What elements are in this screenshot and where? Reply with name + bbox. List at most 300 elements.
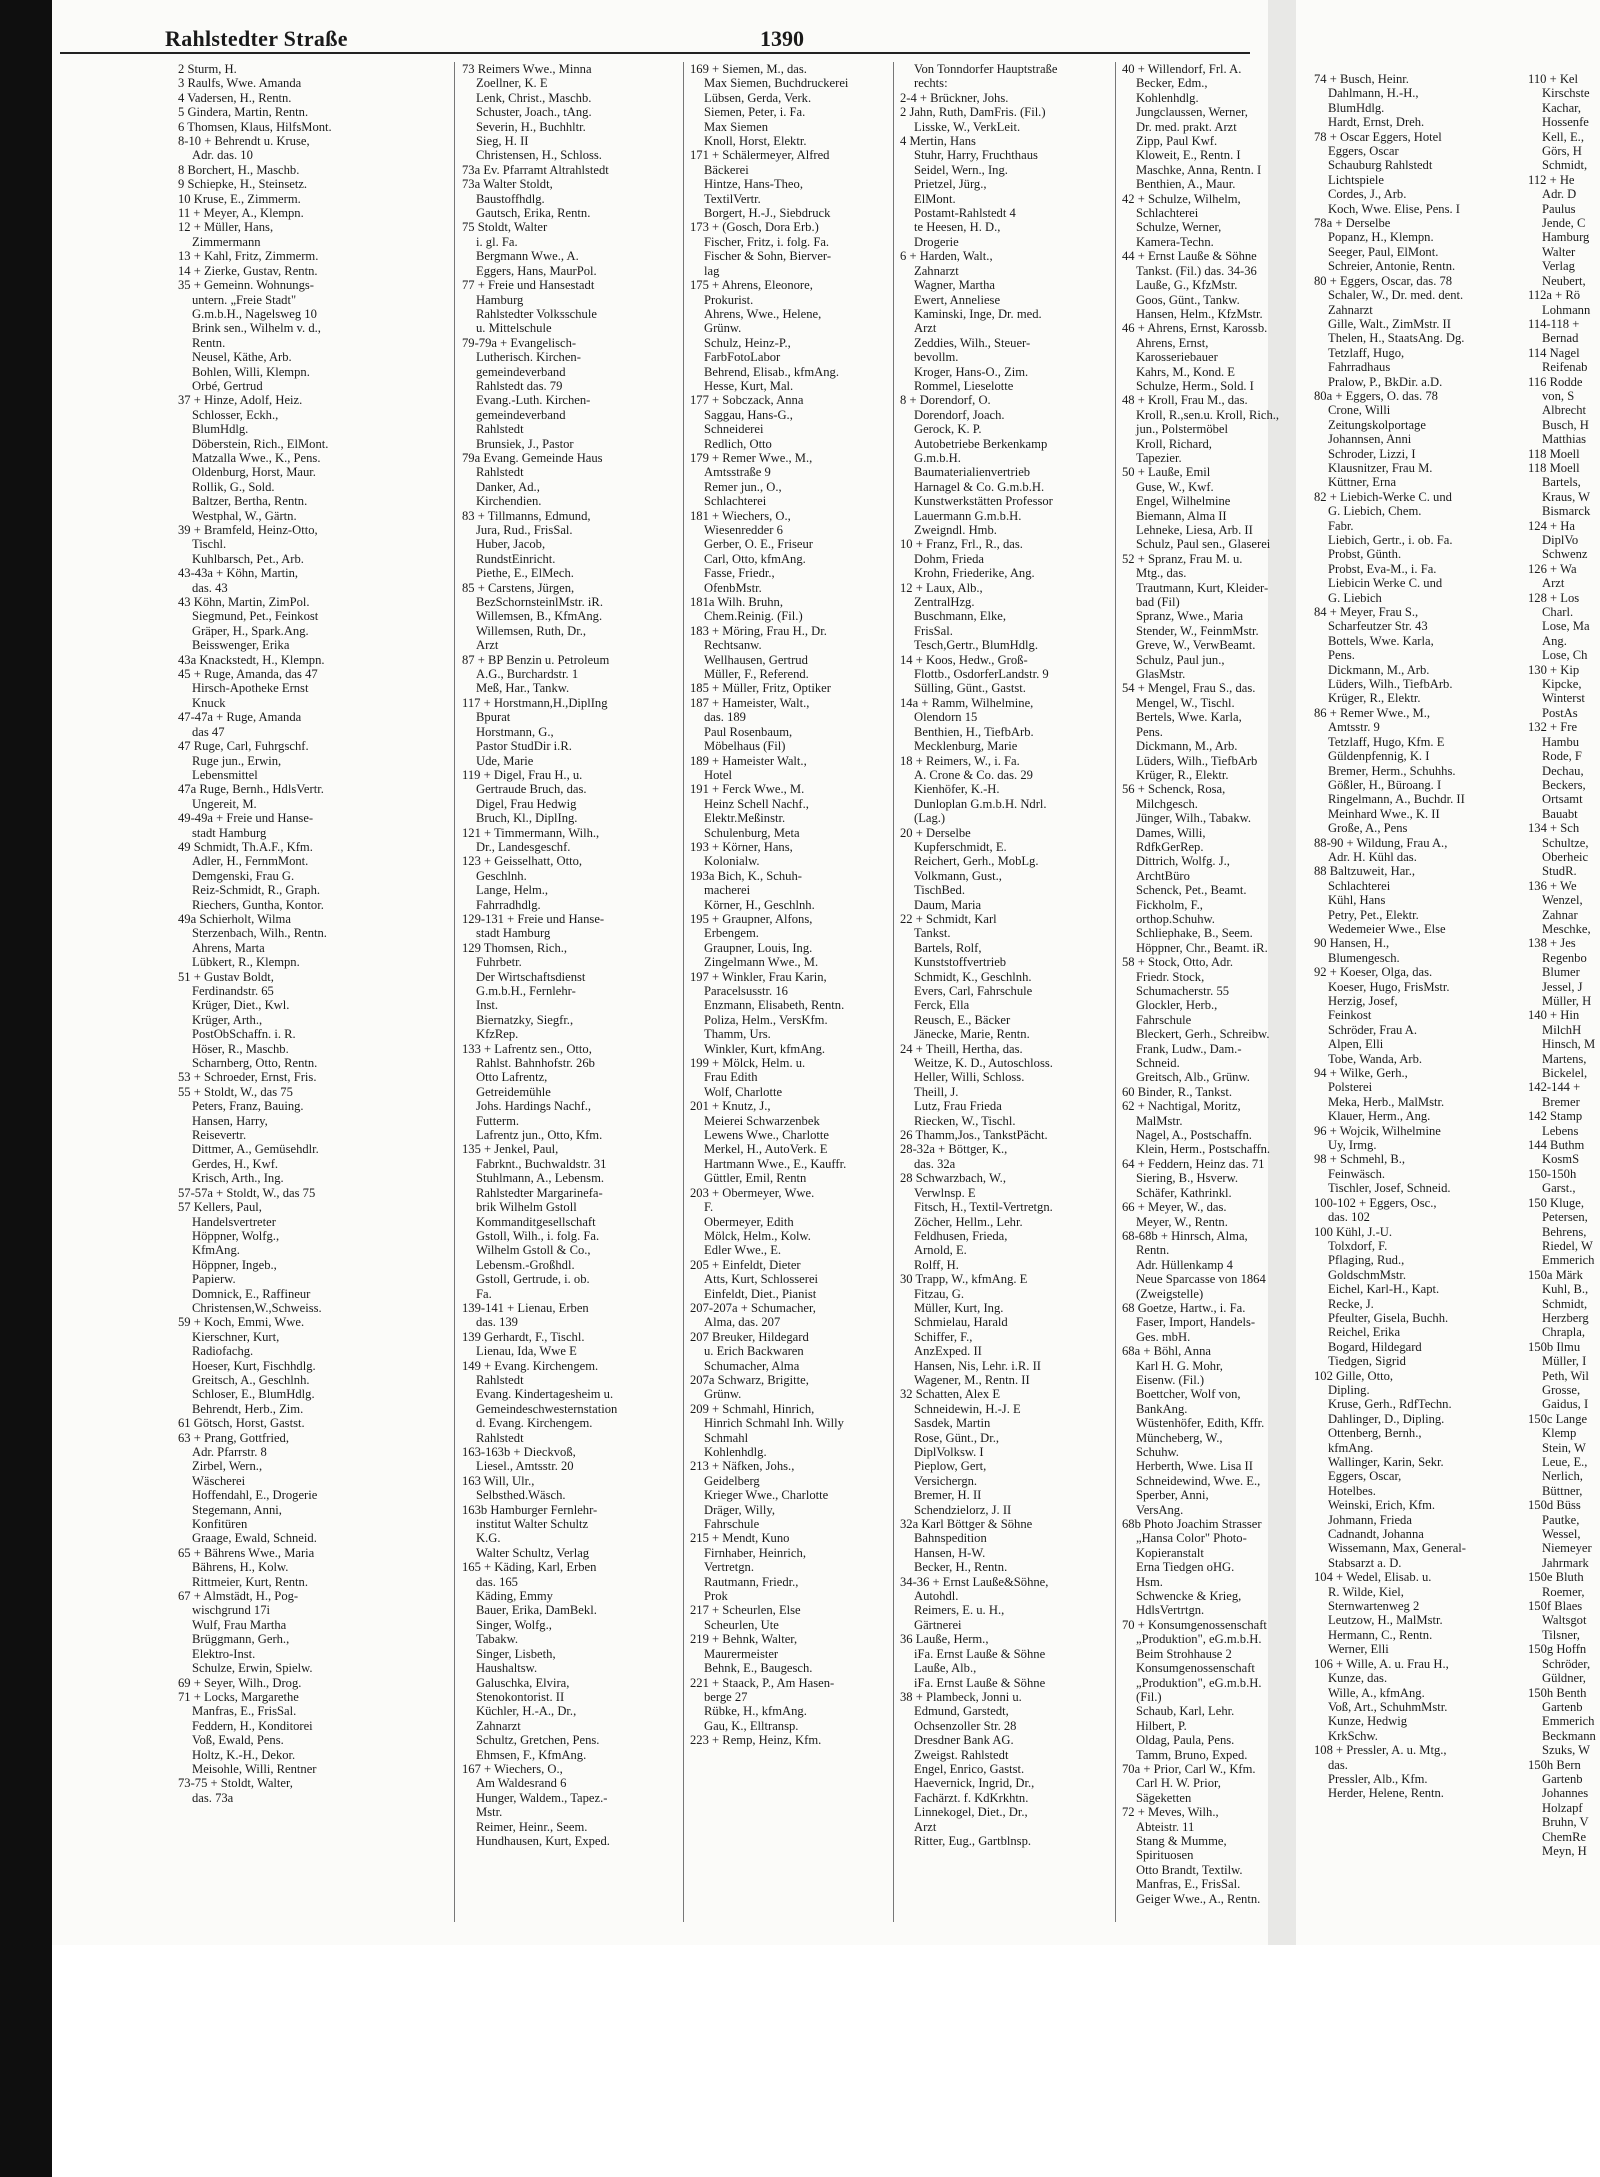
directory-entry: Stuhr, Harry, Fruchthaus [914,148,1038,163]
directory-entry: Pens. [1136,724,1163,739]
directory-entry: Rahlstedt [476,1372,524,1387]
directory-entry: Reusch, E., Bäcker [914,1012,1011,1027]
directory-entry: 11 + Meyer, A., Klempn. [178,206,304,221]
directory-entry: Prietzel, Jürg., [914,177,987,192]
directory-entry: iFa. Ernst Lauße & Söhne [914,1646,1046,1661]
facing-page-entry: Pfeulter, Gisela, Buchh. [1328,1310,1449,1325]
directory-entry: 70 + Konsumgenossenschaft [1122,1617,1267,1632]
directory-entry: 117 + Horstmann,H.,DiplIng [462,695,608,710]
facing-page-entry: von, S [1542,388,1575,403]
facing-page-entry: Schröder, Frau A. [1328,1022,1418,1037]
directory-entry: Zahnarzt [914,263,959,278]
directory-entry: Beim Strohhause 2 [1136,1646,1232,1661]
directory-entry: Carl H. W. Prior, [1136,1776,1221,1791]
facing-page-entry: 150g Hoffn [1528,1642,1587,1657]
directory-entry: Kroll, Richard, [1136,436,1212,451]
directory-entry: Seidel, Wern., Ing. [914,162,1008,177]
facing-page-entry: Wallinger, Karin, Sekr. [1328,1455,1444,1469]
directory-entry: Rahlstedter Volksschule [476,306,597,321]
directory-entry: Schmielau, Harald [914,1315,1008,1330]
directory-entry: 48 + Kroll, Frau M., das. [1122,393,1248,408]
directory-entry: 42 + Schulze, Wilhelm, [1122,191,1241,206]
facing-page-entry: Beckers, [1542,777,1586,792]
facing-page-entry: Hinsch, M [1542,1037,1596,1052]
directory-entry: Zeddies, Wilh., Steuer- [914,335,1031,350]
directory-entry: Geschlnh. [476,868,527,883]
directory-entry: Schulze, Erwin, Spielw. [192,1661,313,1676]
facing-page-entry: 112a + Rö [1528,288,1581,303]
directory-entry: macherei [704,883,751,898]
directory-entry: Zipp, Paul Kwf. [1136,134,1218,149]
directory-entry: Alma, das. 207 [704,1315,781,1330]
facing-page-entry: Rode, F [1542,749,1582,764]
directory-entry: Adr. das. 10 [192,148,253,163]
directory-entry: Bohlen, Willi, Klempn. [192,364,310,379]
facing-page-entry: Stabsarzt a. D. [1328,1555,1402,1570]
directory-entry: Feddern, H., Konditorei [192,1718,313,1733]
directory-entry: 165 + Käding, Karl, Erben [462,1560,597,1575]
directory-entry: 189 + Hameister Walt., [690,753,807,768]
directory-entry: Schuhw. [1136,1445,1179,1459]
directory-entry: Graage, Ewald, Schneid. [192,1531,317,1546]
scan-bottom-margin [52,1945,1600,2177]
directory-entry: Handelsvertreter [192,1214,276,1229]
directory-entry: Abteistr. 11 [1136,1819,1195,1834]
directory-entry: Versichergn. [914,1473,978,1488]
facing-page-entry: Eggers, Oscar, [1328,1469,1402,1484]
facing-page-entry: Klauer, Herm., Ang. [1328,1109,1431,1124]
directory-entry: 46 + Ahrens, Ernst, Karossb. [1122,321,1268,336]
directory-entry: Peters, Franz, Bauing. [192,1099,304,1114]
facing-page-entry: Tolxdorf, F. [1328,1238,1388,1253]
directory-entry: 6 Thomsen, Klaus, HilfsMont. [178,119,332,134]
directory-entry: 3 Raulfs, Wwe. Amanda [178,76,302,91]
directory-entry: Remer jun., O., [704,479,782,494]
directory-entry: Schmahl [704,1430,749,1445]
facing-page-entry: Eggers, Oscar [1328,144,1399,159]
directory-entry: Scheurlen, Ute [704,1617,779,1632]
directory-entry: Liesel., Amtsstr. 20 [476,1459,574,1474]
directory-entry: rechts: [914,76,948,91]
facing-page-entry: Herzig, Josef, [1328,994,1398,1008]
directory-entry: Evang.-Luth. Kirchen- [476,393,591,408]
facing-page-entry: Crone, Willi [1328,403,1391,418]
page-number: 1390 [760,26,804,51]
directory-entry: Einfeldt, Diet., Pianist [704,1286,817,1301]
directory-entry: Lafrentz jun., Otto, Kfm. [476,1128,603,1143]
directory-entry: Atts, Kurt, Schlosserei [704,1272,819,1287]
facing-page-entry: 142-144 + [1528,1080,1581,1095]
directory-entry: 197 + Winkler, Frau Karin, [690,969,827,984]
directory-entry: Pieplow, Gert, [914,1459,987,1474]
directory-entry: Wolf, Charlotte [704,1084,783,1099]
directory-column-4 [900,62,1106,1922]
facing-page-entry: Eichel, Karl-H., Kapt. [1328,1282,1440,1297]
directory-entry: Grünw. [704,1387,742,1402]
directory-entry: Biemann, Alma II [1136,508,1227,523]
directory-entry: 8 + Dorendorf, O. [900,393,991,408]
directory-entry: Kierschner, Kurt, [192,1329,280,1344]
directory-entry: Guse, W., Kwf. [1136,479,1214,494]
directory-entry: das. 32a [914,1156,956,1171]
facing-page-entry: Müller, H [1542,994,1592,1008]
facing-page-entry: 80a + Eggers, O. das. 78 [1314,388,1438,403]
directory-entry: Ahrens, Marta [192,940,265,955]
directory-entry: 191 + Ferck Wwe., M. [690,782,805,797]
directory-entry: 61 Götsch, Horst, Gastst. [178,1416,305,1431]
directory-entry: Gautsch, Erika, Rentn. [476,206,591,221]
directory-entry: „Produktion", eG.m.b.H. [1136,1675,1262,1690]
facing-page-entry: KrkSchw. [1328,1728,1378,1743]
directory-entry: Schulze, Herm., Sold. I [1136,378,1254,393]
directory-entry: Reisevertr. [192,1128,247,1143]
directory-entry: Friedr. Stock, [1136,969,1205,984]
directory-entry: Konfitüren [192,1517,248,1532]
facing-page-entry: Zahnar [1542,907,1578,922]
facing-page-entry: 100-102 + Eggers, Osc., [1314,1195,1437,1210]
directory-entry: Güttler, Emil, Rentn [704,1171,807,1186]
directory-entry: TischBed. [914,883,965,898]
directory-entry: 20 + Derselbe [900,825,971,840]
facing-page-entry: Bremer, Herm., Schuhhs. [1328,763,1456,778]
directory-entry: 43a Knackstedt, H., Klempn. [178,652,325,667]
directory-entry: Fasse, Friedr., [704,566,775,581]
scan-left-edge [0,0,52,2177]
directory-entry: iFa. Ernst Lauße & Söhne [914,1675,1046,1690]
directory-entry: Carl, Otto, kfmAng. [704,551,806,566]
directory-entry: Rechtsanw. [704,638,762,653]
directory-entry: Kloweit, E., Rentn. I [1136,148,1241,163]
directory-entry: Ewert, Anneliese [914,292,1001,307]
directory-entry: Schultz, Gretchen, Pens. [476,1733,600,1748]
directory-entry: 8-10 + Behrendt u. Kruse, [178,134,310,149]
facing-page-entry: das. [1328,1757,1348,1772]
directory-entry: 45 + Ruge, Amanda, das 47 [178,667,318,682]
directory-entry: Milchgesch. [1136,796,1198,811]
directory-entry: Jänecke, Marie, Rentn. [914,1027,1030,1042]
directory-entry: Hinrich Schmahl Inh. Willy [704,1416,844,1431]
directory-entry: i. gl. Fa. [476,234,518,249]
directory-entry: Evers, Carl, Fahrschule [914,984,1033,998]
directory-entry: Müncheberg, W., [1136,1430,1223,1445]
directory-entry: Danker, Ad., [476,479,540,494]
directory-entry: Greitsch, Alb., Grünw. [1136,1070,1250,1085]
directory-entry: Mengel, W., Tischl. [1136,695,1235,710]
directory-entry: 43 Köhn, Martin, ZimPol. [178,595,310,610]
directory-entry: Schumacherstr. 55 [1136,984,1230,998]
directory-entry: 26 Thamm,Jos., TankstPächt. [900,1128,1048,1143]
directory-entry: Singer, Lisbeth, [476,1646,556,1661]
directory-entry: Mecklenburg, Marie [914,739,1018,754]
directory-entry: Gstoll, Wilh., i. folg. Fa. [476,1228,600,1243]
directory-entry: das. 165 [476,1574,518,1589]
facing-page-entry: Bickelel, [1542,1066,1588,1081]
facing-page-entry: Wissemann, Max, General- [1328,1541,1466,1556]
directory-entry: Kopieranstalt [1136,1545,1204,1560]
directory-entry: Becker, H., Rentn. [914,1560,1008,1575]
facing-page-entry: Büttner, [1542,1483,1583,1498]
directory-entry: 83 + Tillmanns, Edmund, [462,508,591,523]
directory-entry: Siering, B., Hsverw. [1136,1171,1239,1186]
facing-page-entry: 84 + Meyer, Frau S., [1314,605,1419,620]
directory-entry: Otto Brandt, Textilw. [1136,1862,1243,1877]
facing-page-entry: Kell, E., [1542,129,1584,144]
directory-entry: Faser, Import, Handels- [1136,1315,1256,1330]
directory-entry: Firnhaber, Heinrich, [704,1545,806,1560]
directory-entry: DiplVolksw. I [914,1445,984,1459]
directory-entry: 181 + Wiechers, O., [690,508,791,523]
directory-entry: Dittmer, A., Gemüsehdlr. [192,1142,319,1157]
directory-entry: Manfras, E., FrisSal. [192,1704,297,1719]
directory-entry: ZentralHzg. [914,595,975,610]
facing-page-entry: Hamburg [1542,230,1590,245]
directory-entry: Rommel, Lieselotte [914,378,1014,393]
facing-page-entry: Dipling. [1328,1382,1370,1397]
directory-entry: Otto Lafrentz, [476,1070,548,1085]
directory-entry: 135 + Jenkel, Paul, [462,1142,559,1157]
directory-entry: orthop.Schuhw. [1136,911,1215,926]
directory-entry: Karl H. G. Mohr, [1136,1358,1223,1373]
directory-entry: Mtg., das. [1136,566,1187,581]
facing-page-entry: 150b Ilmu [1528,1339,1581,1354]
directory-entry: Gau, K., Elltransp. [704,1718,799,1733]
facing-page-entry: 150 Kluge, [1528,1195,1584,1210]
directory-entry: Tankst. (Fil.) das. 34-36 [1136,263,1257,278]
facing-page-entry: Gaidus, I [1542,1397,1589,1412]
directory-entry: Baumaterialienvertrieb [914,465,1031,480]
directory-entry: Zingelmann Wwe., M. [704,955,819,970]
directory-entry: Amtsstraße 9 [704,465,771,480]
facing-page-entry: ChemRe [1542,1829,1587,1844]
directory-entry: G.m.b.H. [914,450,961,465]
facing-page-entry: 138 + Jes [1528,936,1576,951]
directory-entry: 40 + Willendorf, Frl. A. [1122,62,1242,76]
directory-entry: Fischer & Sohn, Bierver- [704,249,832,264]
directory-entry: Nagel, A., Postschaffn. [1136,1128,1252,1143]
directory-entry: wischgrund 17i [192,1603,271,1618]
directory-entry: 177 + Sobczack, Anna [690,393,804,408]
facing-page-entry: Reichel, Erika [1328,1325,1401,1340]
facing-page-entry: Winterst [1542,691,1585,706]
directory-entry: Jungclaussen, Werner, [1136,105,1248,120]
directory-entry: Schumacher, Alma [704,1358,800,1373]
directory-entry: Lebensmittel [192,767,258,782]
directory-entry: Bleckert, Gerh., Schreibw. [1136,1027,1270,1042]
directory-entry: Becker, Edm., [1136,76,1208,91]
facing-page-entry: Adr. H. Kühl das. [1328,849,1417,864]
directory-entry: Bremer, H. II [914,1488,982,1503]
facing-page-entry: Albrecht [1542,403,1587,418]
directory-entry: Lewens Wwe., Charlotte [704,1128,829,1143]
facing-page-entry: Kunze, das. [1328,1671,1388,1686]
directory-entry: Mölck, Helm., Kolw. [704,1228,811,1243]
directory-entry: Reimers, E. u. H., [914,1603,1005,1618]
directory-entry: Ude, Marie [476,753,534,768]
directory-entry: Inst. [476,998,499,1013]
directory-entry: Schenck, Pet., Beamt. [1136,883,1247,898]
directory-entry: Autobetriebe Berkenkamp [914,436,1048,451]
directory-entry: Arzt [914,1819,937,1834]
directory-entry: Höppner, Ingeb., [192,1257,277,1272]
facing-page-entry: 118 Moell [1528,446,1580,461]
directory-entry: Adr. Pfarrstr. 8 [192,1445,267,1459]
facing-page-entry: Klemp [1542,1426,1577,1441]
directory-entry: Schmidt, K., Geschlnh. [914,969,1032,984]
facing-page-entry: Schröder, [1542,1656,1591,1671]
facing-page-entry: 106 + Wille, A. u. Frau H., [1314,1656,1449,1671]
page-header-title: Rahlstedter Straße [165,26,348,51]
facing-page-entry: Verlag [1542,259,1575,274]
directory-entry: 32a Karl Böttger & Söhne [900,1517,1033,1532]
directory-entry: 64 + Feddern, Heinz das. 71 [1122,1156,1265,1171]
directory-entry: Redlich, Otto [704,436,772,451]
directory-entry: Bährens, H., Kolw. [192,1560,289,1575]
facing-page-entry: Müller, I [1542,1354,1587,1369]
directory-entry: te Heesen, H. D., [914,220,1001,235]
facing-page-entry: 150d Büss [1528,1498,1581,1513]
directory-entry: Fitzau, G. [914,1286,965,1301]
directory-entry: Prok [704,1589,728,1604]
directory-entry: Dittrich, Wolfg. J., [1136,854,1230,869]
facing-page-entry: Schmidt, [1542,158,1588,173]
facing-page-entry: Polsterei [1328,1080,1373,1095]
directory-entry: Krieger Wwe., Charlotte [704,1488,829,1503]
facing-page-entry: 124 + Ha [1528,518,1575,533]
directory-entry: Chem.Reinig. (Fil.) [704,609,803,624]
directory-entry: Zirbel, Wern., [192,1459,263,1474]
directory-entry: 47 Ruge, Carl, Fuhrgschf. [178,739,309,754]
directory-entry: Elektr.Meßinstr. [704,811,786,826]
facing-page-entry: Kachar, [1542,100,1581,115]
directory-entry: Benthien, H., TiefbArb. [914,724,1034,739]
facing-page-entry: 112 + He [1528,172,1575,187]
facing-page-entry: Hotelbes. [1328,1483,1376,1498]
directory-entry: Ruge jun., Erwin, [192,753,282,768]
directory-entry: Eisenw. (Fil.) [1136,1372,1205,1387]
facing-page-entry: Emmerich [1542,1714,1595,1729]
directory-entry: Flottb., OsdorferLandstr. 9 [914,667,1049,682]
facing-page-entry: Bauabt [1542,806,1578,821]
facing-page-entry: 150e Bluth [1528,1570,1584,1585]
directory-entry: Klein, Herm., Postschaffn. [1136,1142,1271,1157]
directory-entry: 163b Hamburger Fernlehr- [462,1502,598,1517]
directory-entry: 14 + Koos, Hedw., Groß- [900,652,1028,667]
directory-entry: 39 + Bramfeld, Heinz-Otto, [178,523,318,537]
directory-entry: 49a Schierholt, Wilma [178,911,291,926]
directory-entry: 67 + Almstädt, H., Pog- [178,1589,299,1604]
directory-entry: 14 + Zierke, Gustav, Rentn. [178,263,318,278]
facing-page-entry: 94 + Wilke, Gerh., [1314,1066,1408,1081]
directory-entry: Daum, Maria [914,897,982,912]
directory-entry: Edmund, Garstedt, [914,1704,1009,1719]
directory-entry: 62 + Nachtigal, Moritz, [1122,1099,1241,1114]
directory-entry: Paul Rosenbaum, [704,724,793,739]
facing-page-entry: Probst, Eva-M., i. Fa. [1328,561,1437,576]
facing-page-entry: Garst., [1542,1181,1576,1196]
directory-entry: Kunstwerkstätten Professor [914,494,1053,509]
directory-entry: Hunger, Waldem., Tapez.- [476,1790,608,1805]
directory-entry: Christensen,W.,Schweiss. [192,1300,322,1315]
directory-entry: Volkmann, Gust., [914,868,1002,883]
directory-entry: RdfkGerRep. [1136,839,1204,854]
directory-entry: Meyer, W., Rentn. [1136,1214,1228,1229]
directory-entry: Gertraude Bruch, das. [476,782,587,797]
facing-page-entry: Busch, H [1542,417,1589,432]
facing-page-entry: 96 + Wojcik, Wilhelmine [1314,1123,1441,1138]
directory-entry: Hamburg [476,292,524,307]
directory-entry: institut Walter Schultz [476,1517,589,1532]
facing-page-entry: Grosse, [1542,1382,1581,1397]
directory-entry: Feldhusen, Frieda, [914,1228,1008,1243]
directory-entry: Zweigndl. Hmb. [914,523,997,537]
directory-entry: Rose, Günt., Dr., [914,1430,1000,1445]
directory-entry: Stang & Mumme, [1136,1833,1227,1848]
facing-page-entry: Behrens, [1542,1224,1587,1239]
directory-entry: 43-43a + Köhn, Martin, [178,566,299,581]
facing-page-entry: Nerlich, [1542,1469,1583,1484]
facing-page-entry: Tiedgen, Sigrid [1328,1354,1406,1369]
facing-page-entry: 134 + Sch [1528,821,1580,836]
directory-entry: 63 + Prang, Gottfried, [178,1430,289,1445]
directory-entry: Oldenburg, Horst, Maur. [192,465,316,480]
directory-entry: 2-4 + Brückner, Johs. [900,90,1009,105]
directory-entry: Sasdek, Martin [914,1416,991,1431]
facing-page-entry: Uy, Irmg. [1328,1138,1377,1153]
facing-page-entry: Johannes [1542,1786,1589,1801]
directory-entry: Dräger, Willy, [704,1502,776,1517]
directory-entry: Erbengem. [704,926,759,941]
directory-entry: 119 + Digel, Frau H., u. [462,767,583,782]
facing-page-entry: Werner, Elli [1328,1642,1389,1657]
facing-page-entry: Weinski, Erich, Kfm. [1328,1498,1436,1513]
facing-page-entry: 114-118 + [1528,316,1580,331]
directory-entry: Ges. mbH. [1136,1329,1191,1344]
directory-entry: Rahlstedt [476,465,524,480]
facing-page-entry: Emmerich [1542,1253,1595,1268]
directory-entry: 56 + Schenck, Rosa, [1122,782,1226,797]
facing-page-entry: 142 Stamp [1528,1109,1583,1124]
facing-page-entry: Gößler, H., Büroang. I [1328,777,1442,792]
directory-entry: 8 Borchert, H., Maschb. [178,162,300,177]
directory-entry: Huber, Jacob, [476,537,546,552]
facing-page-entry: Arzt [1542,576,1565,591]
directory-entry: Behrend, Elisab., kfmAng. [704,364,840,379]
directory-entry: Rentn. [1136,1243,1170,1258]
directory-entry: 123 + Geisselhatt, Otto, [462,854,583,869]
directory-entry: A. Crone & Co. das. 29 [914,767,1033,782]
facing-page-entry: 78 + Oscar Eggers, Hotel [1314,129,1442,144]
directory-entry: 60 Binder, R., Tankst. [1122,1084,1232,1099]
directory-entry: 207 Breuker, Hildegard [690,1329,809,1344]
facing-page-entry: Ortsamt [1542,792,1583,807]
directory-entry: Lehneke, Liesa, Arb. II [1136,523,1253,537]
facing-page-entry: 88 Baltzuweit, Har., [1314,864,1416,879]
directory-entry: Ehmsen, F., KfmAng. [476,1747,587,1762]
facing-page-entry: Pens. [1328,648,1355,663]
directory-entry: Schneidewin, H.-J. E [914,1401,1021,1416]
directory-entry: Holtz, K.-H., Dekor. [192,1747,296,1762]
facing-page-entry: Martens, [1542,1051,1587,1066]
directory-entry: AnzExped. II [914,1344,982,1359]
directory-entry: Hintze, Hans-Theo, [704,177,803,192]
directory-entry: Christensen, H., Schloss. [476,148,602,163]
directory-entry: GlasMstr. [1136,667,1186,682]
directory-entry: 13 + Kahl, Fritz, Zimmerm. [178,249,319,264]
directory-entry: Wellhausen, Gertrud [704,652,808,667]
directory-entry: 171 + Schälermeyer, Alfred [690,148,830,163]
directory-entry: Fabrknt., Buchwaldstr. 31 [476,1156,607,1171]
facing-page-entry: Ringelmann, A., Buchdr. II [1328,792,1465,807]
